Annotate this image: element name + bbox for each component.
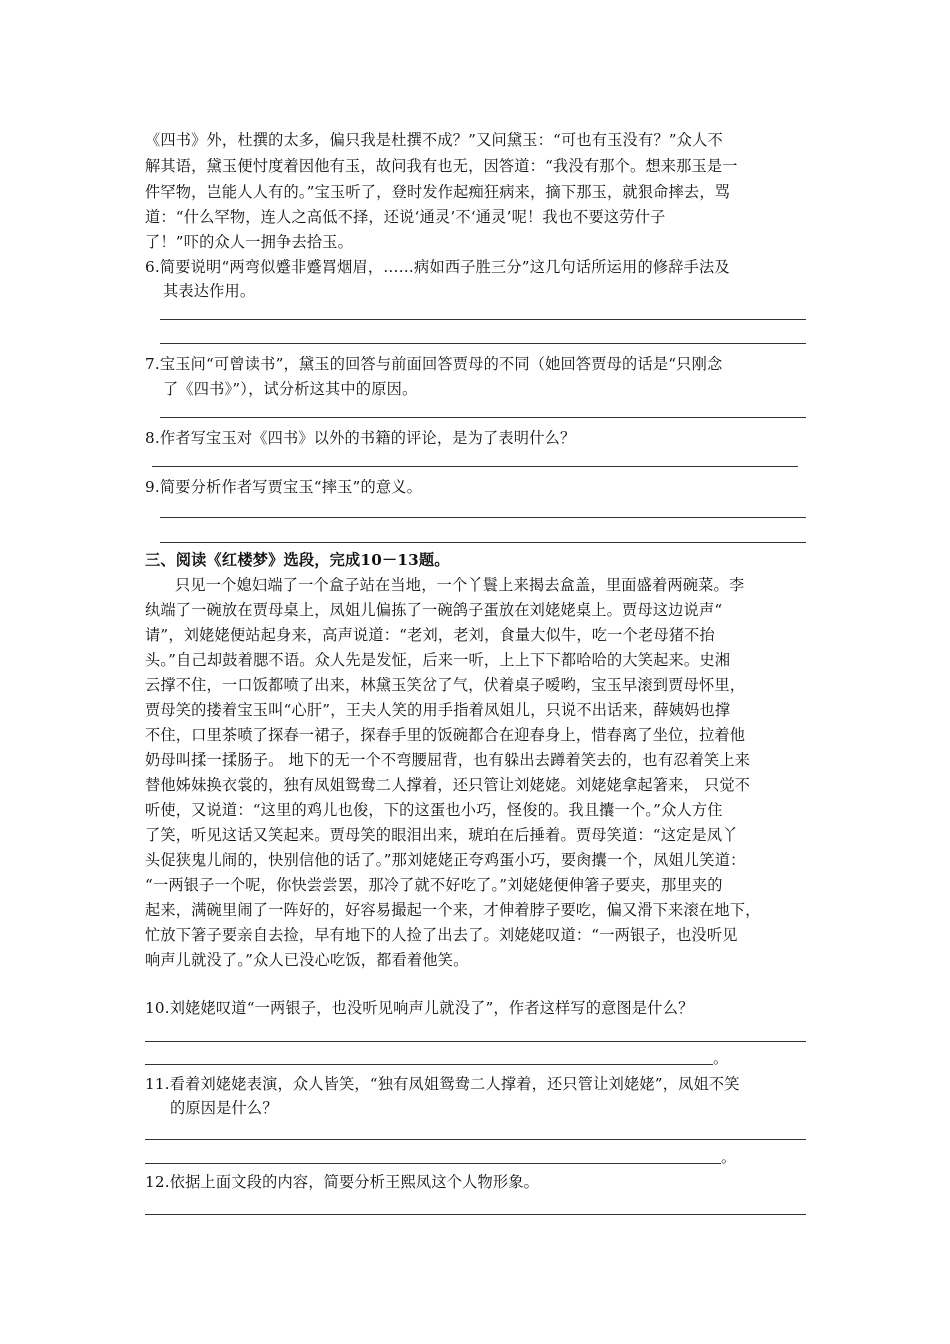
question-6-cont: 其表达作用。 xyxy=(163,282,256,300)
answer-line[interactable] xyxy=(160,319,806,320)
passage-line: 听使，又说道：“这里的鸡儿也俊，下的这蛋也小巧，怪俊的。我且攮一个。”众人方住 xyxy=(145,801,723,819)
answer-line[interactable] xyxy=(145,1214,806,1215)
answer-line[interactable] xyxy=(160,542,806,543)
passage-line: 了笑，听见这话又笑起来。贾母笑的眼泪出来，琥珀在后捶着。贾母笑道：“这定是凤丫 xyxy=(145,826,738,844)
answer-line[interactable] xyxy=(145,1041,806,1042)
passage-line: 云撑不住，一口饭都喷了出来，林黛玉笑岔了气，伏着桌子嗳哟，宝玉早滚到贾母怀里， xyxy=(145,676,746,694)
passage-line: 只见一个媳妇端了一个盒子站在当地，一个丫鬟上来揭去盒盖，里面盛着两碗菜。李 xyxy=(175,576,745,594)
passage-line: 头。”自己却鼓着腮不语。众人先是发怔，后来一听，上上下下都哈哈的大笑起来。史湘 xyxy=(145,651,731,669)
question-12: 12.依据上面文段的内容，简要分析王熙凤这个人物形象。 xyxy=(145,1173,540,1191)
passage-line: 起来，满碗里闹了一阵好的，好容易撮起一个来，才伸着脖子要吃，偏又滑下来滚在地下， xyxy=(145,901,761,919)
passage-line: 请”，刘姥姥便站起身来，高声说道：“老刘，老刘，食量大似牛，吃一个老母猪不抬 xyxy=(145,626,715,644)
question-11-cont: 的原因是什么？ xyxy=(170,1099,278,1117)
passage-line: 贾母笑的搂着宝玉叫“心肝”，王夫人笑的用手指着凤姐儿，只说不出话来，薛姨妈也撑 xyxy=(145,701,731,719)
question-6: 6.简要说明“两弯似蹙非蹙罥烟眉，……病如西子胜三分”这几句话所运用的修辞手法及 xyxy=(145,258,730,276)
passage-line: 了！”吓的众人一拥争去拾玉。 xyxy=(145,233,354,251)
question-8: 8.作者写宝玉对《四书》以外的书籍的评论，是为了表明什么？ xyxy=(145,429,576,447)
answer-line[interactable] xyxy=(160,417,806,418)
answer-line[interactable] xyxy=(145,1139,806,1140)
answer-line[interactable] xyxy=(145,1064,713,1065)
passage-line: 替他姊妹换衣裳的，独有凤姐鸳鸯二人撑着，还只管让刘姥姥。刘姥姥拿起箸来， 只觉不 xyxy=(145,776,751,794)
period-mark: 。 xyxy=(713,1049,729,1067)
answer-line[interactable] xyxy=(145,1163,721,1164)
passage-line: 解其语，黛玉便忖度着因他有玉，故问我有也无，因答道：“我没有那个。想来那玉是一 xyxy=(145,157,738,175)
passage-line: 不住，口里茶喷了探春一裙子，探春手里的饭碗都合在迎春身上，惜春离了坐位，拉着他 xyxy=(145,726,746,744)
answer-line[interactable] xyxy=(160,343,806,344)
passage-line: 奶母叫揉一揉肠子。 地下的无一个不弯腰屈背，也有躲出去蹲着笑去的，也有忍着笑上来 xyxy=(145,751,751,769)
question-9: 9.简要分析作者写贾宝玉“摔玉”的意义。 xyxy=(145,478,423,496)
passage-line: 件罕物，岂能人人有的。”宝玉听了，登时发作起痴狂病来，摘下那玉，就狠命摔去，骂 xyxy=(145,183,731,201)
question-11: 11.看着刘姥姥表演，众人皆笑，“独有凤姐鸳鸯二人撑着，还只管让刘姥姥”，凤姐不笑 xyxy=(145,1075,740,1093)
passage-line: 道：“什么罕物，连人之高低不择，还说‘通灵’不‘通灵’呢！我也不要这劳什子 xyxy=(145,208,666,226)
passage-line: 忙放下箸子要亲自去捡，早有地下的人捡了出去了。刘姥姥叹道：“一两银子，也没听见 xyxy=(145,926,738,944)
question-10: 10.刘姥姥叹道“一两银子，也没听见响声儿就没了”，作者这样写的意图是什么？ xyxy=(145,999,694,1017)
question-7: 7.宝玉问“可曾读书”，黛玉的回答与前面回答贾母的不同（她回答贾母的话是“只刚念 xyxy=(145,355,723,373)
passage-line: “一两银子一个呢，你快尝尝罢，那冷了就不好吃了。”刘姥姥便伸箸子要夹，那里夹的 xyxy=(145,876,723,894)
question-7-cont: 了《四书》”），试分析这其中的原因。 xyxy=(163,380,418,398)
answer-line[interactable] xyxy=(160,517,806,518)
passage-line: 响声儿就没了。”众人已没心吃饭，都看着他笑。 xyxy=(145,951,469,969)
section-heading: 三、阅读《红楼梦》选段，完成10－13题。 xyxy=(145,551,450,569)
passage-line: 头促狭鬼儿闹的，快别信他的话了。”那刘姥姥正夸鸡蛋小巧，要肏攮一个，凤姐儿笑道： xyxy=(145,851,746,869)
passage-line: 纨端了一碗放在贾母桌上，凤姐儿偏拣了一碗鸽子蛋放在刘姥姥桌上。贾母这边说声“ xyxy=(145,601,723,619)
answer-line[interactable] xyxy=(152,466,798,467)
period-mark: 。 xyxy=(721,1148,737,1166)
passage-line: 《四书》外，杜撰的太多，偏只我是杜撰不成？”又问黛玉：“可也有玉没有？”众人不 xyxy=(145,131,723,149)
